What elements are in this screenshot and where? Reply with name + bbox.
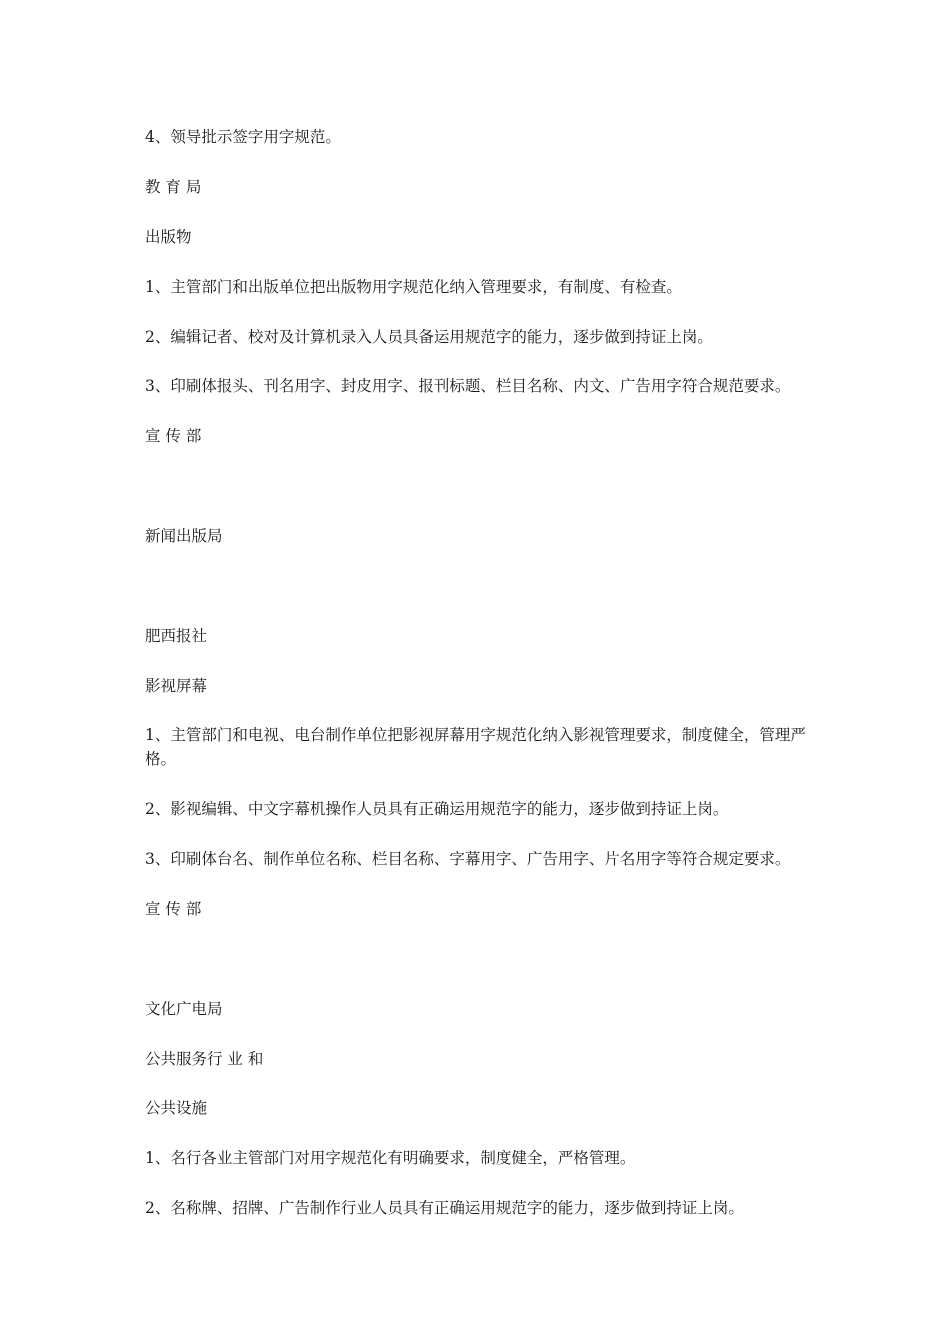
- section-heading-publications: 出版物: [145, 228, 192, 246]
- paragraph-leader-signature: 4、领导批示签字用字规范。: [145, 128, 341, 146]
- paragraph-screens-2: 2、影视编辑、中文字幕机操作人员具有正确运用规范字的能力，逐步做到持证上岗。: [145, 800, 729, 818]
- paragraph-publications-2: 2、编辑记者、校对及计算机录入人员具备运用规范字的能力，逐步做到持证上岗。: [145, 328, 713, 346]
- paragraph-publications-3: 3、印刷体报头、刊名用字、封皮用字、报刊标题、栏目名称、内文、广告用字符合规范要求。: [145, 377, 791, 395]
- department-education-bureau: 教 育 局: [145, 178, 202, 196]
- department-feixi-newspaper: 肥西报社: [145, 627, 208, 645]
- paragraph-publications-1: 1、主管部门和出版单位把出版物用字规范化纳入管理要求，有制度、有检查。: [145, 278, 682, 296]
- department-propaganda-1: 宣 传 部: [145, 427, 202, 445]
- section-heading-public-facilities: 公共设施: [145, 1099, 208, 1117]
- paragraph-public-1: 1、名行各业主管部门对用字规范化有明确要求，制度健全，严格管理。: [145, 1149, 636, 1167]
- section-heading-film-tv-screens: 影视屏幕: [145, 677, 208, 695]
- department-culture-broadcast-bureau: 文化广电局: [145, 1000, 223, 1018]
- paragraph-public-2: 2、名称牌、招牌、广告制作行业人员具有正确运用规范字的能力，逐步做到持证上岗。: [145, 1199, 744, 1217]
- section-heading-public-services: 公共服务行 业 和: [145, 1050, 264, 1068]
- paragraph-screens-1: 1、主管部门和电视、电台制作单位把影视屏幕用字规范化纳入影视管理要求，制度健全，管理严格。: [145, 726, 806, 768]
- department-propaganda-2: 宣 传 部: [145, 900, 202, 918]
- department-press-publication-bureau: 新闻出版局: [145, 527, 223, 545]
- paragraph-screens-3: 3、印刷体台名、制作单位名称、栏目名称、字幕用字、广告用字、片名用字等符合规定要求。: [145, 850, 791, 868]
